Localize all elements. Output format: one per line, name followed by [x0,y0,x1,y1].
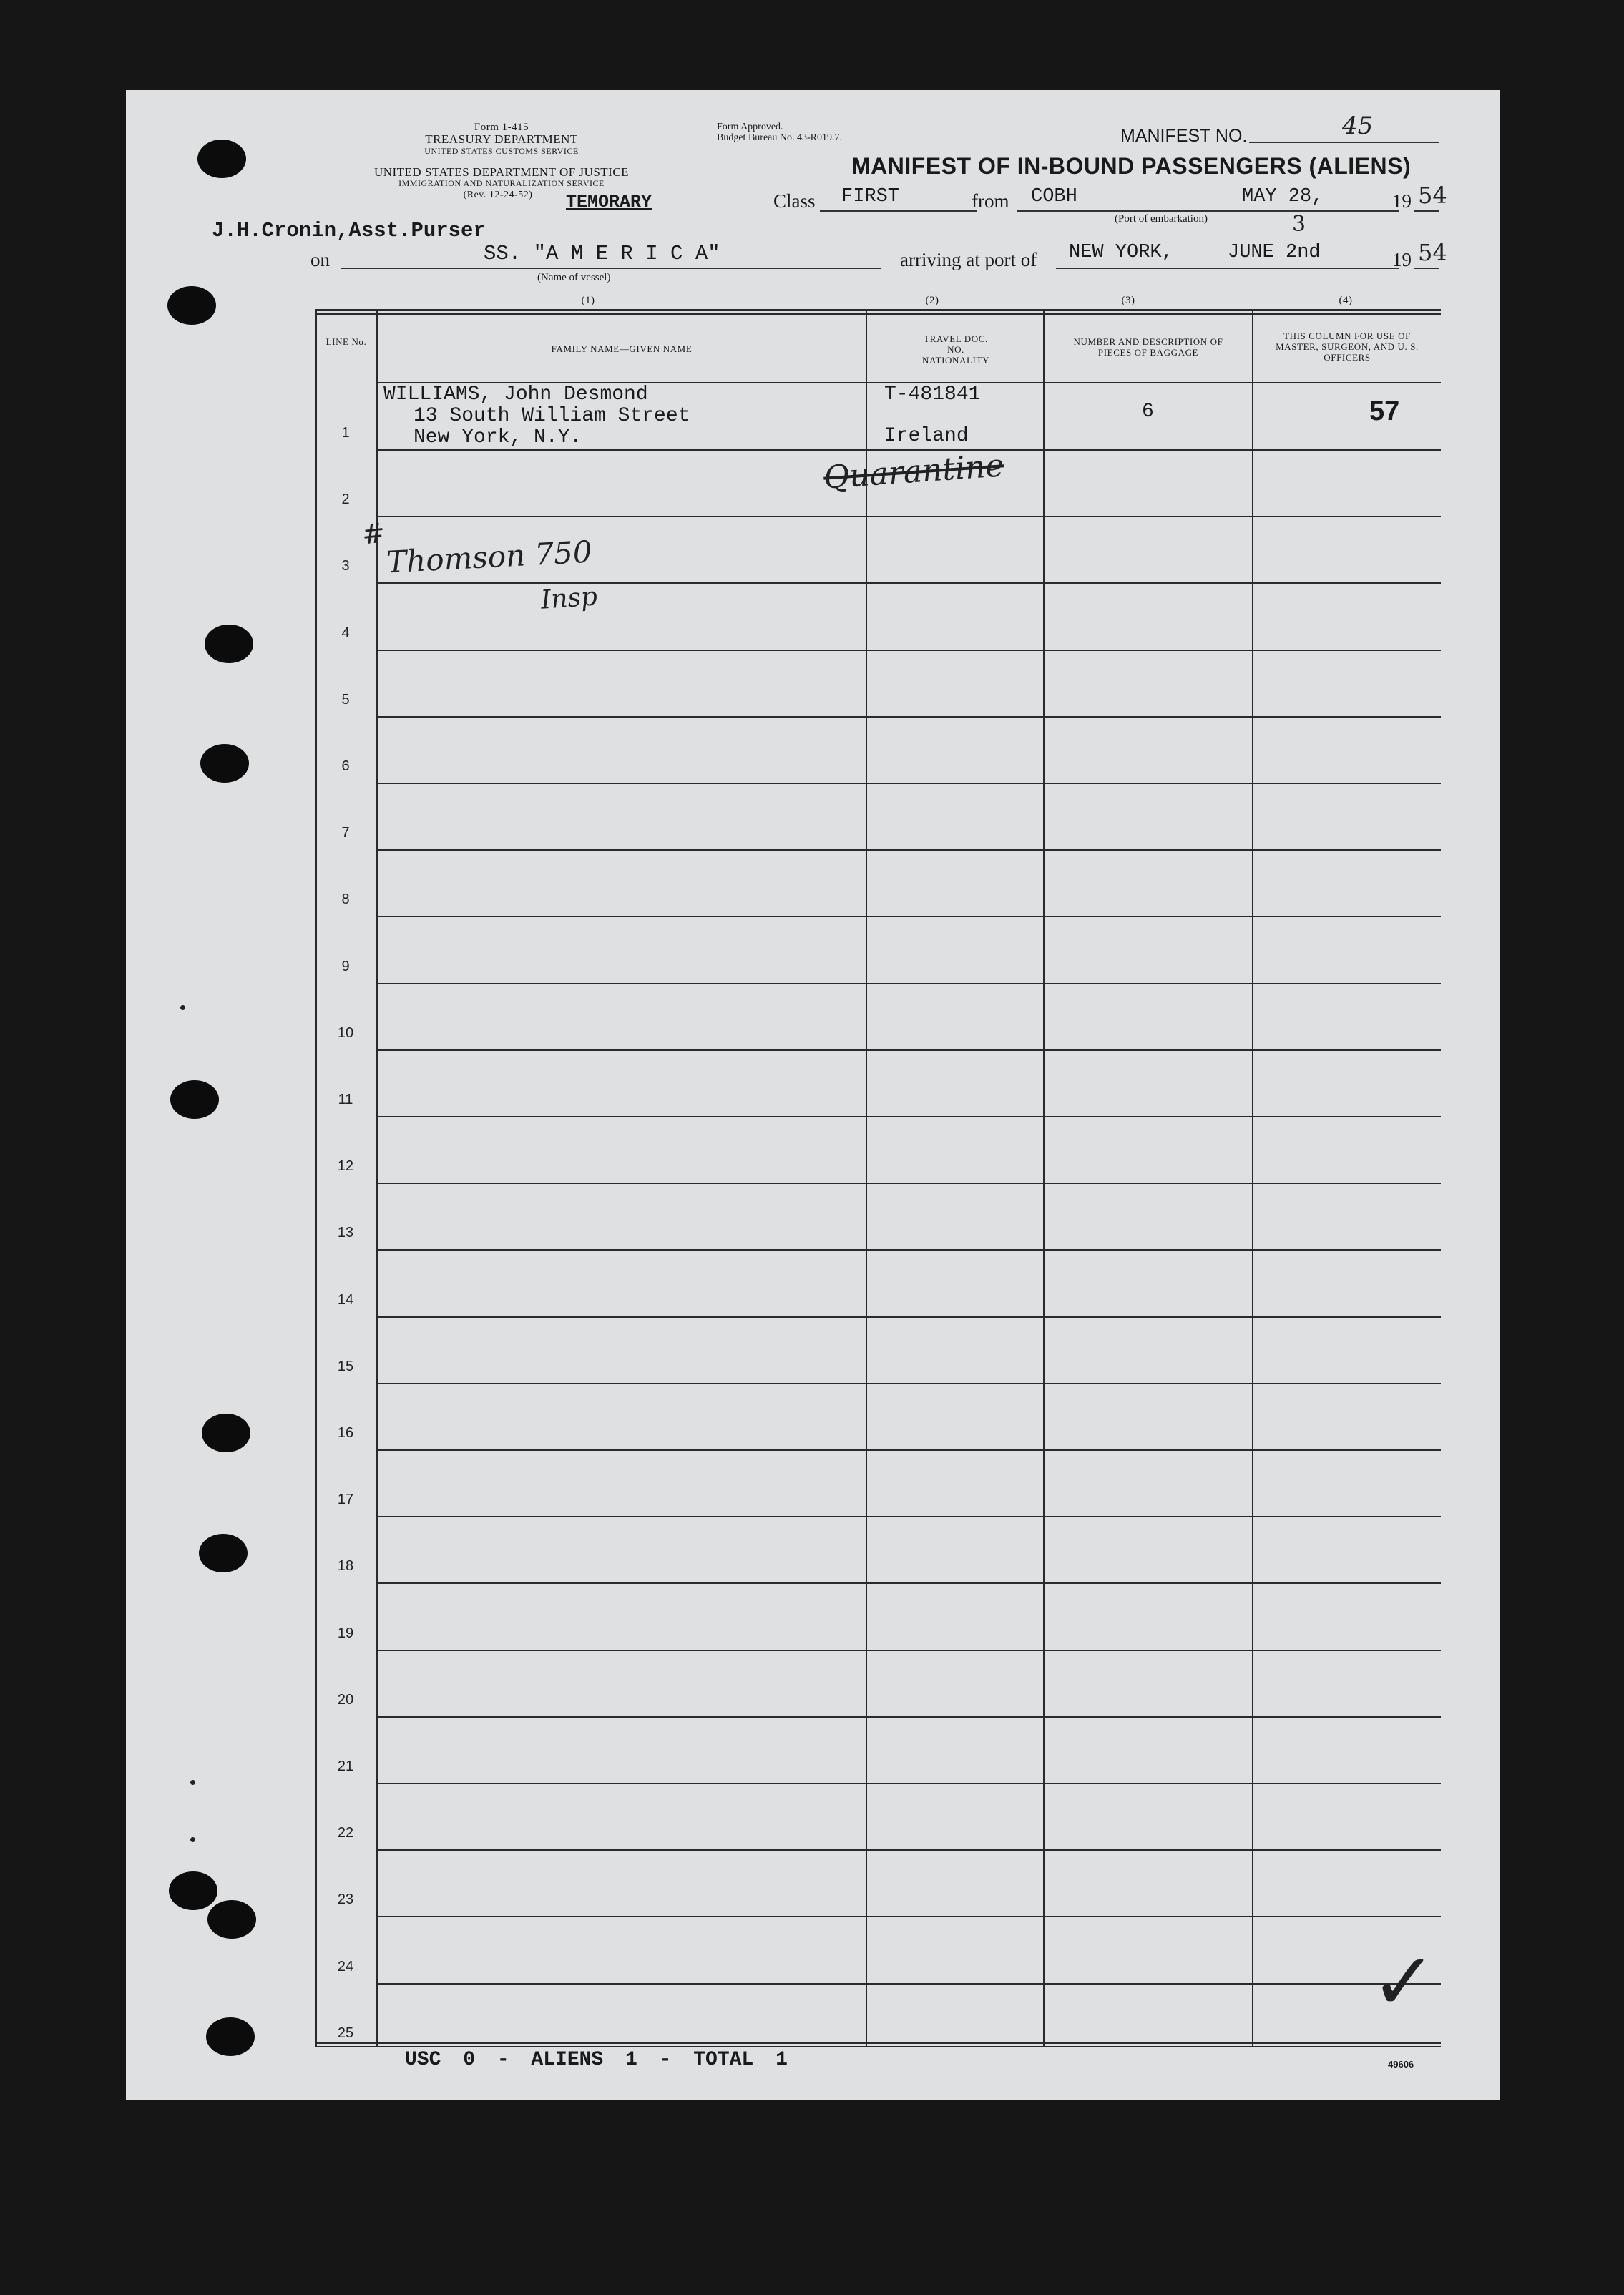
entry-name: WILLIAMS, John Desmond [383,383,648,406]
table-row [376,716,1441,718]
punch-hole [202,1414,250,1452]
punch-hole [167,286,216,325]
table-row [376,1916,1441,1917]
col-divider-travel [1043,309,1045,2047]
punch-hole [170,1080,219,1119]
arrival-date: JUNE 2nd [1228,242,1321,263]
department-name: TREASURY DEPARTMENT [425,132,578,146]
table-row [376,1650,1441,1651]
line-number: 19 [337,1625,354,1641]
table-row [376,516,1441,517]
temporary-stamp: TEMORARY [566,192,652,212]
line-number: 24 [337,1959,354,1975]
class-value: FIRST [841,186,900,207]
table-row [376,783,1441,784]
table-row [376,916,1441,917]
col2-number: (2) [925,295,939,306]
line-number: 14 [337,1292,354,1308]
table-row [376,582,1441,584]
table-row [376,1116,1441,1117]
punch-hole [207,1900,256,1939]
vessel-line [341,268,881,269]
header-travel-doc: TRAVEL DOC. NO. NATIONALITY [922,333,989,366]
line-number: 5 [341,692,350,708]
line-number: 10 [337,1025,354,1041]
manifest-no-value: 45 [1342,112,1374,140]
line-number: 2 [341,491,350,507]
entry-address1: 13 South William Street [414,405,690,427]
header-baggage: NUMBER AND DESCRIPTION OF PIECES OF BAGGAGE [1073,336,1223,358]
year-prefix: 19 [1392,190,1412,212]
table-row [376,1049,1441,1051]
budget-bureau: Budget Bureau No. 43-R019.7. [717,132,842,143]
from-line [1017,210,1399,212]
hash-mark: # [360,517,387,551]
line-number: 12 [337,1158,354,1174]
arrival-date-correction: 3 [1292,212,1306,237]
line-number: 15 [337,1359,354,1374]
table-row [376,449,1441,451]
line-number: 23 [337,1892,354,1907]
manifest-title: MANIFEST OF IN-BOUND PASSENGERS (ALIENS) [851,153,1412,179]
table-row [376,1582,1441,1584]
header-family-name: FAMILY NAME—GIVEN NAME [551,343,693,354]
from-value: COBH [1031,186,1077,207]
totals-line: USC 0 - ALIENS 1 - TOTAL 1 [405,2049,788,2071]
table-row [376,650,1441,651]
header-line-no: LINE No. [326,336,367,347]
speck [190,1837,195,1842]
table-row [376,1516,1441,1517]
line-number: 21 [337,1758,354,1774]
line-number: 13 [337,1225,354,1241]
form-approved: Form Approved. [717,122,783,132]
table-top-border [315,309,1441,311]
col4-number: (4) [1339,295,1353,306]
speck [190,1780,195,1785]
purser-stamp: J.H.Cronin,Asst.Purser [212,219,486,243]
line-number: 25 [337,2025,354,2041]
entry-officer-note: 57 [1369,396,1400,426]
arrival-line [1056,268,1399,269]
check-mark: ✓ [1371,1936,1437,2027]
col-divider-baggage [1252,309,1253,2047]
year-line [1414,210,1439,212]
year2-line [1414,268,1439,269]
table-left-border [315,309,317,2047]
table-row [376,1849,1441,1851]
arriving-label: arriving at port of [900,249,1037,270]
department2-name: UNITED STATES DEPARTMENT OF JUSTICE [373,165,630,179]
line-number: 3 [341,558,350,574]
punch-hole [206,2017,255,2056]
port-embark-caption: (Port of embarkation) [1115,213,1208,225]
manifest-page [126,90,1500,2100]
year-suffix: 54 [1418,182,1447,209]
entry-baggage: 6 [1142,401,1154,423]
table-row [376,1983,1441,1985]
line-number: 11 [338,1092,353,1107]
table-bottom-border [315,2042,1441,2044]
line-number: 22 [337,1825,354,1841]
table-row [376,1383,1441,1384]
line-number: 8 [341,891,350,907]
table-row [376,983,1441,984]
line-number: 16 [337,1425,354,1441]
year2-suffix: 54 [1418,239,1447,266]
punch-hole [197,140,246,178]
punch-hole [205,625,253,663]
manifest-no-label: MANIFEST NO. [1120,126,1248,146]
handwritten-note-1: Thomson 750 [385,534,593,580]
form-code: 49606 [1388,2059,1414,2070]
line-number: 9 [341,959,350,974]
table-bottom-border-inner [315,2046,1441,2047]
speck [180,1005,185,1010]
table-row [376,1249,1441,1251]
line-number: 17 [337,1492,354,1507]
table-row [376,1783,1441,1784]
line-number: 7 [341,825,350,841]
col-divider-name [866,309,867,2047]
punch-hole [200,744,249,783]
line-number: 6 [341,758,350,774]
col1-number: (1) [581,295,595,306]
entry-address2: New York, N.Y. [414,426,582,449]
service2-name: IMMIGRATION AND NATURALIZATION SERVICE [398,178,605,188]
embark-date: MAY 28, [1242,186,1324,207]
table-row [376,1716,1441,1718]
arrival-port: NEW YORK, [1069,242,1173,263]
struck-annotation: Quarantine [822,447,1005,496]
on-label: on [310,249,330,270]
header-officers: THIS COLUMN FOR USE OF MASTER, SURGEON, AND U. S. OFFICERS [1276,331,1419,363]
punch-hole [169,1871,217,1910]
col-divider-line [376,309,378,2047]
line-number: 4 [341,625,350,641]
from-label: from [972,190,1009,212]
vessel-caption: (Name of vessel) [537,272,611,283]
year2-prefix: 19 [1392,249,1412,270]
line-number: 1 [341,425,350,441]
class-line [820,210,977,212]
table-row [376,1316,1441,1318]
class-label: Class [773,190,816,212]
table-row [376,849,1441,851]
handwritten-note-2: Insp [539,582,599,615]
manifest-no-line [1249,142,1439,143]
col3-number: (3) [1121,295,1135,306]
revision-date: (Rev. 12-24-52) [463,190,533,200]
entry-travel-doc: T-481841 [884,383,981,406]
line-number: 18 [337,1558,354,1574]
punch-hole [199,1534,248,1572]
table-top-border-inner [315,313,1441,315]
form-number: Form 1-415 [474,122,529,133]
vessel-name: SS. "A M E R I C A" [484,242,720,265]
service-name: UNITED STATES CUSTOMS SERVICE [424,146,579,156]
table-row [376,1183,1441,1184]
entry-nationality: Ireland [884,425,969,447]
line-number: 20 [337,1692,354,1708]
table-row [376,1449,1441,1451]
